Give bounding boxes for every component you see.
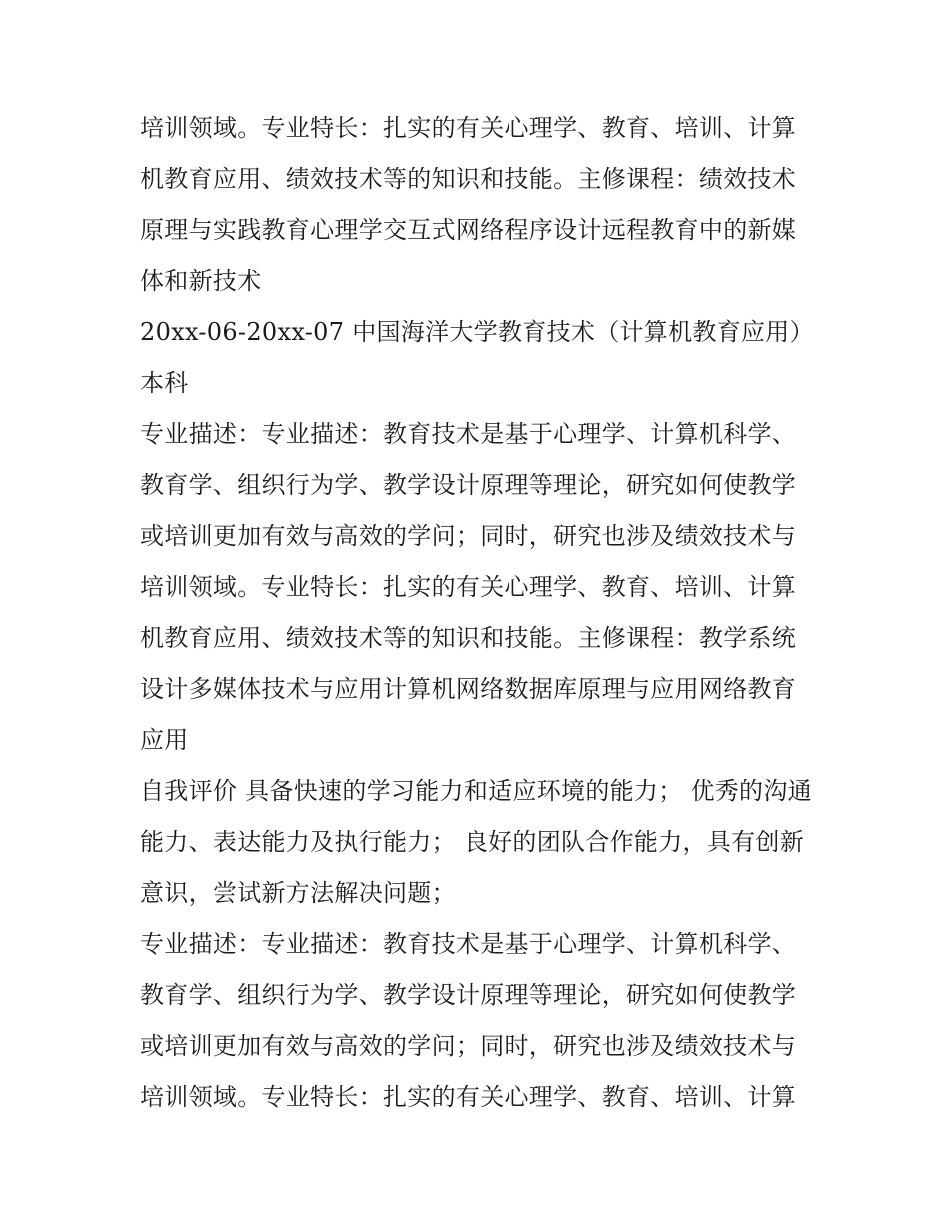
paragraph-course-summary: 培训领域。专业特长：扎实的有关心理学、教育、培训、计算机教育应用、绩效技术等的知识和技能。主修课程：绩效技术原理与实践教育心理学交互式网络程序设计远程教育中的新媒体和新技术 — [140, 114, 797, 295]
document-body — [140, 103, 820, 1123]
paragraph-education-entry: 20xx-06-20xx-07 中国海洋大学教育技术（计算机教育应用）本科 — [140, 318, 814, 397]
paragraph-self-evaluation: 自我评价 具备快速的学习能力和适应环境的能力； 优秀的沟通能力、表达能力及执行能力； 良好的团队合作能力，具有创新意识，尝试新方法解决问题； — [140, 777, 812, 907]
paragraph-major-description-repeat: 专业描述：专业描述：教育技术是基于心理学、计算机科学、教育学、组织行为学、教学设计原理等理论，研究如何使教学或培训更加有效与高效的学问；同时，研究也涉及绩效技术与培训领域。专业特长：扎实的有关心理学、教育、培训、计算 — [140, 930, 797, 1111]
paragraph-major-description: 专业描述：专业描述：教育技术是基于心理学、计算机科学、教育学、组织行为学、教学设计原理等理论，研究如何使教学或培训更加有效与高效的学问；同时，研究也涉及绩效技术与培训领域。专业特长：扎实的有关心理学、教育、培训、计算机教育应用、绩效技术等的知识和技能。主修课程：教学系统设计多媒体技术与应用计算机网络数据库原理与应用网络教育应用 — [140, 420, 797, 754]
